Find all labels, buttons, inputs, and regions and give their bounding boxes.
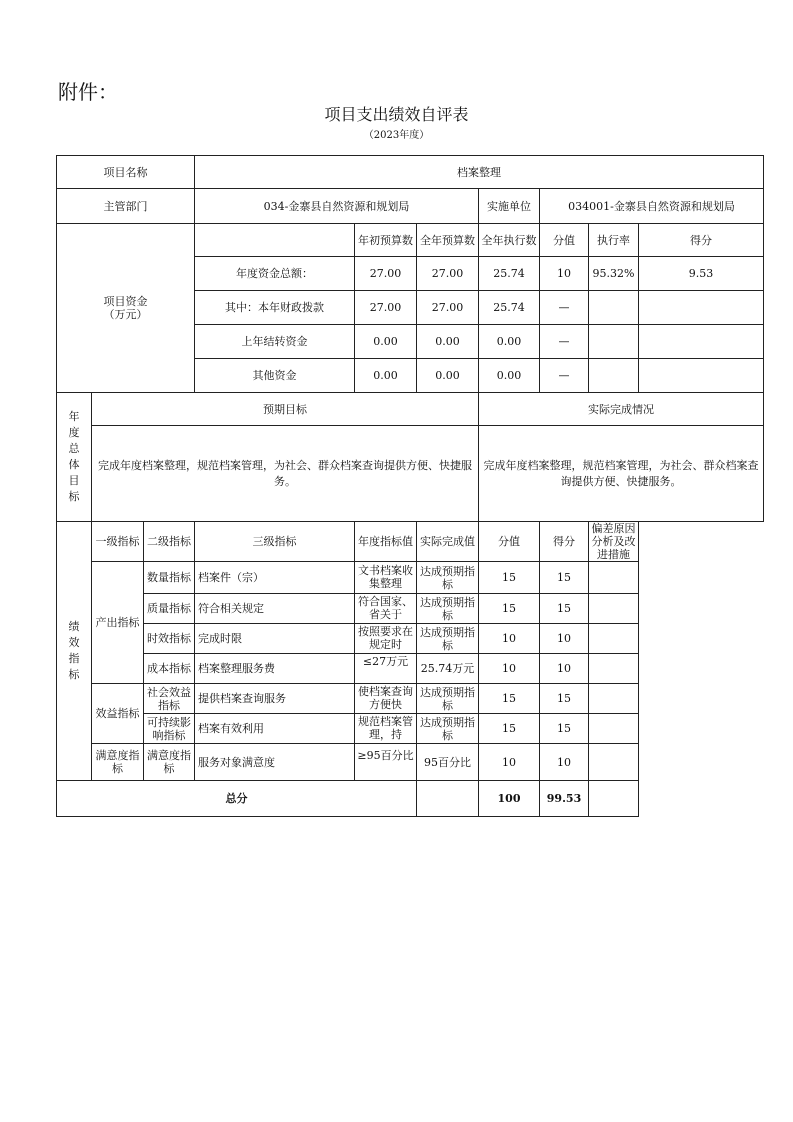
ind-score-value: 15	[479, 714, 540, 744]
ind-target: ≤27万元	[362, 655, 409, 668]
ind-level2: 质量指标	[144, 594, 195, 624]
funds-rate	[589, 291, 639, 325]
ind-deviation	[589, 684, 639, 714]
goals-actual-header: 实际完成情况	[479, 393, 764, 426]
funds-executed: 25.74	[479, 291, 540, 325]
total-label: 总分	[57, 781, 417, 817]
ind-level2: 可持续影响指标	[144, 714, 195, 744]
funds-row-label: 其他资金	[195, 359, 355, 393]
table-row	[57, 714, 764, 744]
dept-label: 主管部门	[57, 189, 195, 224]
ind-header-level3: 三级指标	[195, 522, 355, 562]
funds-initial: 0.00	[355, 325, 417, 359]
ind-score: 15	[540, 594, 589, 624]
ind-actual: 达成预期指标	[417, 624, 479, 654]
project-name-value: 档案整理	[195, 156, 764, 189]
ind-actual: 25.74万元	[417, 654, 479, 684]
ind-target: ≥95百分比	[357, 748, 414, 762]
ind-target-cell	[355, 744, 417, 781]
funds-annual: 27.00	[417, 291, 479, 325]
funds-score	[639, 359, 764, 393]
funds-header-rate: 执行率	[589, 224, 639, 257]
funds-rate: 95.32%	[589, 257, 639, 291]
table-row	[57, 744, 764, 781]
funds-annual: 0.00	[417, 359, 479, 393]
goals-expected-header: 预期目标	[92, 393, 479, 426]
goals-actual: 完成年度档案整理，规范档案管理，为社会、群众档案查询提供方便、快捷服务。	[479, 426, 764, 522]
ind-target-cell	[355, 654, 417, 684]
ind-header-level1: 一级指标	[92, 522, 144, 562]
funds-header-row	[57, 224, 764, 257]
evaluation-table	[56, 155, 764, 817]
funds-executed: 0.00	[479, 325, 540, 359]
ind-target-cell	[355, 684, 417, 714]
ind-actual: 95百分比	[417, 744, 479, 781]
funds-score-value: 10	[540, 257, 589, 291]
ind-score-value: 10	[479, 744, 540, 781]
funds-label	[57, 224, 195, 393]
funds-score-value: —	[540, 359, 589, 393]
attachment-label: 附件：	[58, 80, 118, 104]
table-row	[57, 624, 764, 654]
ind-level2: 社会效益指标	[144, 684, 195, 714]
total-blank	[417, 781, 479, 817]
ind-level3: 档案有效利用	[195, 714, 355, 744]
funds-row-label: 其中：本年财政拨款	[195, 291, 355, 325]
ind-score: 10	[540, 624, 589, 654]
funds-rate	[589, 359, 639, 393]
ind-target-cell	[355, 562, 417, 594]
funds-executed: 0.00	[479, 359, 540, 393]
ind-level3: 提供档案查询服务	[195, 684, 355, 714]
funds-row-label: 年度资金总额：	[195, 257, 355, 291]
funds-executed: 25.74	[479, 257, 540, 291]
project-name-row	[57, 156, 764, 189]
ind-level3: 完成时限	[195, 624, 355, 654]
ind-score: 15	[540, 562, 589, 594]
goals-header-row	[57, 393, 764, 426]
funds-annual: 27.00	[417, 257, 479, 291]
ind-level3: 服务对象满意度	[195, 744, 355, 781]
ind-level3: 档案件（宗）	[195, 562, 355, 594]
ind-target: 规范档案管理，持	[358, 715, 414, 741]
funds-score-value: —	[540, 325, 589, 359]
funds-header-executed: 全年执行数	[479, 224, 540, 257]
total-row	[57, 781, 764, 817]
ind-deviation	[589, 744, 639, 781]
ind-header-actual: 实际完成值	[417, 522, 479, 562]
ind-level1: 产出指标	[92, 562, 144, 684]
ind-actual: 达成预期指标	[417, 714, 479, 744]
ind-score: 15	[540, 714, 589, 744]
table-row	[57, 594, 764, 624]
funds-score	[639, 291, 764, 325]
ind-score-value: 10	[479, 624, 540, 654]
impl-label: 实施单位	[479, 189, 540, 224]
ind-level2: 成本指标	[144, 654, 195, 684]
ind-deviation	[589, 624, 639, 654]
ind-header-deviation: 偏差原因分析及改进措施	[589, 522, 639, 562]
ind-actual: 达成预期指标	[417, 594, 479, 624]
ind-target-cell	[355, 594, 417, 624]
year-subtitle: （2023年度）	[363, 130, 430, 141]
funds-header-score-value: 分值	[540, 224, 589, 257]
indicators-header-row	[57, 522, 764, 562]
funds-row-label: 上年结转资金	[195, 325, 355, 359]
ind-actual: 达成预期指标	[417, 562, 479, 594]
ind-level1: 效益指标	[92, 684, 144, 744]
funds-header-annual: 全年预算数	[417, 224, 479, 257]
ind-level2: 时效指标	[144, 624, 195, 654]
funds-score-value: —	[540, 291, 589, 325]
funds-initial: 27.00	[355, 257, 417, 291]
page-title: 项目支出绩效自评表	[324, 105, 469, 124]
ind-actual: 达成预期指标	[417, 684, 479, 714]
table-row	[57, 562, 764, 594]
ind-level3: 档案整理服务费	[195, 654, 355, 684]
dept-value: 034-金寨县自然资源和规划局	[195, 189, 479, 224]
ind-deviation	[589, 654, 639, 684]
ind-score-value: 15	[479, 562, 540, 594]
funds-score: 9.53	[639, 257, 764, 291]
table-row	[57, 684, 764, 714]
ind-score: 10	[540, 744, 589, 781]
total-score-value: 100	[479, 781, 540, 817]
ind-score-value: 15	[479, 684, 540, 714]
funds-header-initial: 年初预算数	[355, 224, 417, 257]
total-score: 99.53	[540, 781, 589, 817]
impl-value: 034001-金寨县自然资源和规划局	[540, 189, 764, 224]
ind-level2: 数量指标	[144, 562, 195, 594]
ind-level1: 满意度指标	[92, 744, 144, 781]
ind-header-score: 得分	[540, 522, 589, 562]
ind-deviation	[589, 594, 639, 624]
project-name-label: 项目名称	[57, 156, 195, 189]
funds-score	[639, 325, 764, 359]
indicators-label: 绩 效 指 标	[57, 522, 92, 781]
funds-annual: 0.00	[417, 325, 479, 359]
ind-deviation	[589, 714, 639, 744]
ind-score-value: 15	[479, 594, 540, 624]
table-row	[57, 654, 764, 684]
ind-score: 10	[540, 654, 589, 684]
funds-rate	[589, 325, 639, 359]
funds-initial: 0.00	[355, 359, 417, 393]
funds-header-score: 得分	[639, 224, 764, 257]
goals-content-row	[57, 426, 764, 522]
ind-header-level2: 二级指标	[144, 522, 195, 562]
ind-level3: 符合相关规定	[195, 594, 355, 624]
ind-score: 15	[540, 684, 589, 714]
funds-initial: 27.00	[355, 291, 417, 325]
funds-label-line2: （万元）	[103, 308, 148, 321]
ind-level2: 满意度指标	[144, 744, 195, 781]
goals-expected: 完成年度档案整理，规范档案管理，为社会、群众档案查询提供方便、快捷服务。	[92, 426, 479, 522]
funds-header-blank	[195, 224, 355, 257]
ind-target-cell	[355, 714, 417, 744]
ind-target-cell	[355, 624, 417, 654]
total-deviation	[589, 781, 639, 817]
ind-header-score-value: 分值	[479, 522, 540, 562]
ind-deviation	[589, 562, 639, 594]
ind-target: 按照要求在规定时	[358, 625, 414, 651]
ind-target: 文书档案收集整理	[358, 564, 414, 590]
funds-label-line1: 项目资金	[103, 295, 148, 308]
ind-target: 使档案查询方便快	[358, 685, 414, 711]
ind-score-value: 10	[479, 654, 540, 684]
department-row	[57, 189, 764, 224]
ind-target: 符合国家、省关于	[358, 595, 414, 621]
ind-header-target: 年度指标值	[355, 522, 417, 562]
goals-label: 年 度 总 体 目 标	[57, 393, 92, 522]
